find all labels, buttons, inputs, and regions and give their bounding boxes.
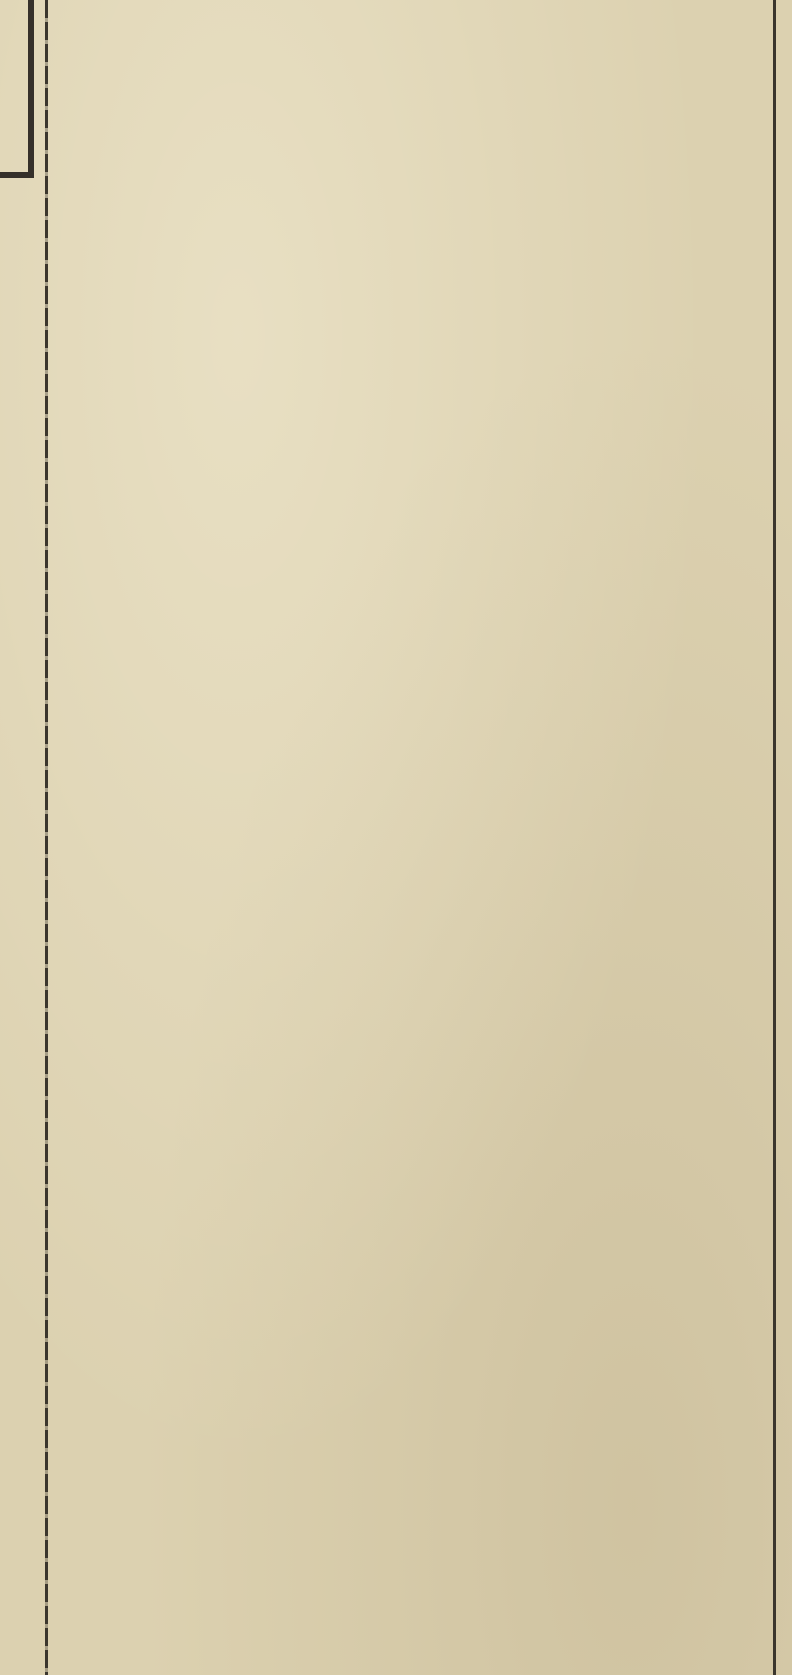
column-rule-right [773, 0, 776, 1675]
article-separator [58, 26, 764, 60]
column-rule-left [45, 0, 48, 1675]
previous-article-ending [58, 0, 764, 28]
article-title [58, 62, 764, 96]
results-intro [58, 1073, 764, 1107]
neighbouring-column-fragment [0, 0, 44, 1675]
